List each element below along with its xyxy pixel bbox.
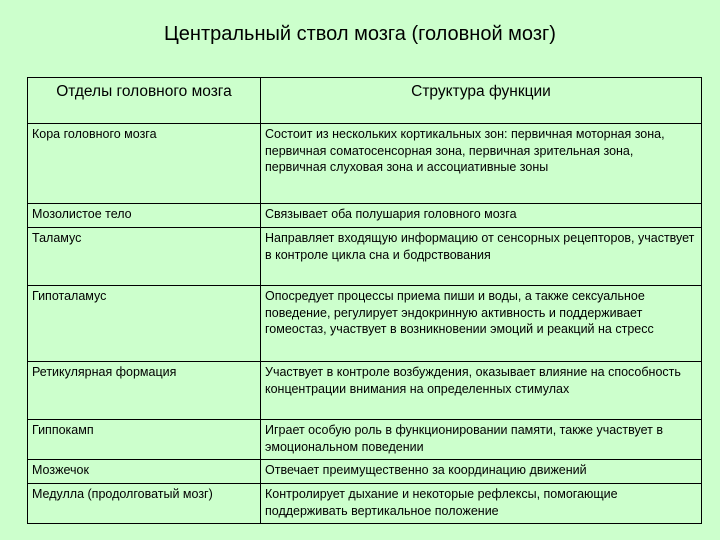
brain-part-cell: Мозжечок bbox=[28, 460, 261, 484]
function-cell: Связывает оба полушария головного мозга bbox=[261, 204, 702, 228]
function-cell: Направляет входящую информацию от сенсорных рецепторов, участвует в контроле цикла сна и бодрствования bbox=[261, 228, 702, 286]
brain-part-cell: Ретикулярная формация bbox=[28, 362, 261, 420]
table-row bbox=[28, 124, 702, 204]
brain-part-cell: Гиппокамп bbox=[28, 420, 261, 460]
function-cell: Играет особую роль в функционировании памяти, также участвует в эмоциональном поведении bbox=[261, 420, 702, 460]
table-row bbox=[28, 484, 702, 524]
function-cell: Отвечает преимущественно за координацию движений bbox=[261, 460, 702, 484]
brain-part-cell: Кора головного мозга bbox=[28, 124, 261, 204]
table-row bbox=[28, 420, 702, 460]
brain-functions-table bbox=[27, 77, 702, 524]
function-cell: Опосредует процессы приема пиши и воды, а также сексуальное поведение, регулирует эндокринную активность и поддерживает гомеостаз, участвует в возникновении эмоций и реакций на стресс bbox=[261, 286, 702, 362]
table-row bbox=[28, 460, 702, 484]
column-header-part: Отделы головного мозга bbox=[28, 78, 261, 124]
column-header-function: Структура функции bbox=[261, 78, 702, 124]
brain-part-cell: Медулла (продолговатый мозг) bbox=[28, 484, 261, 524]
function-cell: Контролирует дыхание и некоторые рефлексы, помогающие поддерживать вертикальное положение bbox=[261, 484, 702, 524]
page-title: Центральный ствол мозга (головной мозг) bbox=[164, 23, 556, 45]
brain-part-cell: Мозолистое тело bbox=[28, 204, 261, 228]
table-row bbox=[28, 204, 702, 228]
table-header-row bbox=[28, 78, 702, 124]
table-row bbox=[28, 362, 702, 420]
brain-part-cell: Гипоталамус bbox=[28, 286, 261, 362]
brain-part-cell: Таламус bbox=[28, 228, 261, 286]
table-row bbox=[28, 228, 702, 286]
function-cell: Состоит из нескольких кортикальных зон: первичная моторная зона, первичная соматосенсорная зона, первичная зрительная зона, первичная слуховая зона и ассоциативные зоны bbox=[261, 124, 702, 204]
function-cell: Участвует в контроле возбуждения, оказывает влияние на способность концентрации внимания на определенных стимулах bbox=[261, 362, 702, 420]
table-row bbox=[28, 286, 702, 362]
